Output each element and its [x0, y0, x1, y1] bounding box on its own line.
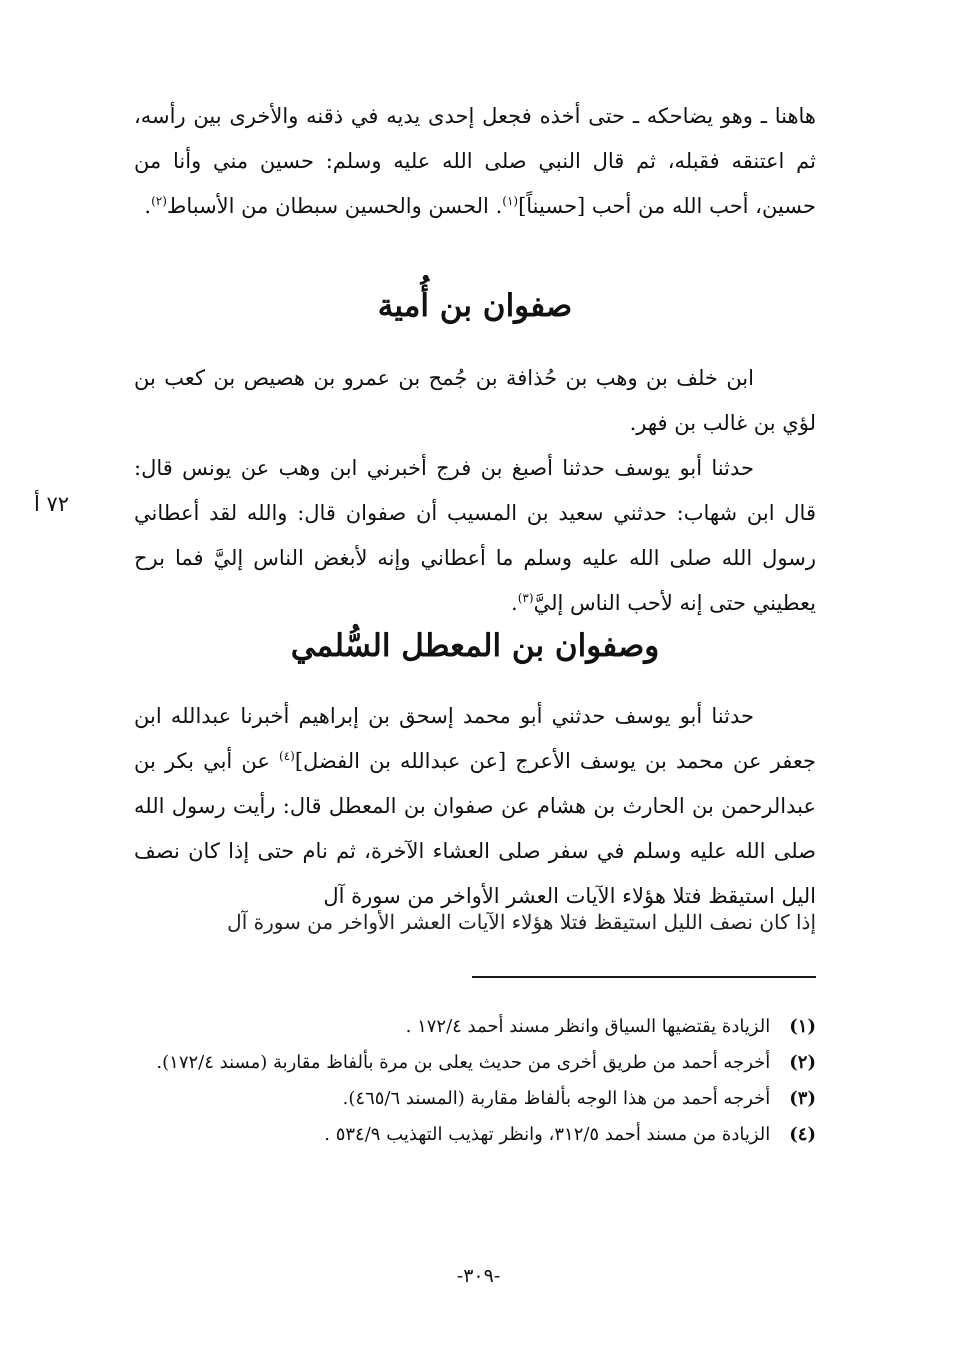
section2-block	[134, 694, 816, 919]
footnote-ref-2: (٢)	[151, 194, 167, 208]
footnote-separator	[472, 976, 816, 978]
footnote-text: أخرجه أحمد من طريق أخرى من حديث يعلى بن مرة بألفاظ مقاربة (مسند ١٧٢/٤).	[156, 1052, 771, 1073]
section-heading-safwan-muattal: وصفوان بن المعطل السُّلمي	[290, 628, 660, 664]
footnotes-list	[150, 1010, 816, 1154]
page-number: -٣٠٩-	[456, 1265, 501, 1287]
footnote-number: (٢)	[789, 1052, 816, 1073]
continuation-paragraph	[134, 94, 816, 229]
footnote-item	[150, 1010, 816, 1043]
footnote-ref-3: (٣)	[517, 591, 534, 605]
continuation-text-c: .	[144, 194, 152, 218]
hadith-1-text-b: .	[511, 591, 518, 615]
footnote-text: أخرجه أحمد من هذا الوجه بألفاظ مقاربة (المسند ٤٦٥/٦).	[342, 1088, 771, 1109]
hadith-paragraph-1	[134, 446, 816, 626]
footnote-ref-4: (٤)	[279, 749, 295, 763]
hadith-1-text-a: حدثنا أبو يوسف حدثنا أصبغ بن فرج أخبرني ابن وهب عن يونس قال: قال ابن شهاب: حدثني سعيد بن المسيب أن صفوان قال: والله لقد أعطاني رسول الله صلى الله عليه وسلم ما أعطاني وإنه لأبغض الناس إليَّ فما برح يعطيني حتى إنه لأحب الناس إليَّ	[134, 456, 817, 615]
duplicate-print-line: إذا كان نصف الليل استيقظ فتلا هؤلاء الآيات العشر الأواخر من سورة آل	[227, 910, 816, 934]
top-paragraph-block	[134, 94, 816, 229]
hadith-2-text-a: حدثنا أبو يوسف حدثني أبو محمد إسحق بن إبراهيم أخبرنا عبدالله ابن جعفر عن محمد بن يوسف الأعرج [عن عبدالله بن الفضل]	[134, 704, 816, 773]
footnote-number: (٤)	[789, 1124, 816, 1145]
lineage-paragraph: ابن خلف بن وهب بن حُذافة بن جُمح بن عمرو بن هصيص بن كعب بن لؤي بن غالب بن فهر.	[134, 366, 816, 435]
footnote-number: (٣)	[789, 1088, 816, 1109]
section-heading-safwan-umayya: صفوان بن أُمية	[377, 288, 573, 324]
footnote-ref-1: (١)	[502, 194, 519, 208]
footnote-text: الزيادة يقتضيها السياق وانظر مسند أحمد ١٧٢/٤ .	[405, 1016, 771, 1037]
hadith-paragraph-2	[134, 694, 816, 919]
margin-folio-note: ٧٢ أ	[34, 492, 70, 516]
footnote-item	[150, 1082, 816, 1115]
hadith-2-text-b: عن أبي بكر بن عبدالرحمن بن الحارث بن هشام عن صفوان بن المعطل قال: رأيت رسول الله صلى الله عليه وسلم في سفر صلى العشاء الآخرة، ثم نام حتى إذا كان نصف اليل استيقظ فتلا هؤلاء الآيات العشر الأواخر من سورة آل	[134, 749, 816, 908]
footnote-item	[150, 1118, 816, 1151]
footnote-item	[150, 1046, 816, 1079]
footnote-text: الزيادة من مسند أحمد ٣١٢/٥، وانظر تهذيب التهذيب ٥٣٤/٩ .	[324, 1124, 771, 1145]
continuation-text-b: . الحسن والحسين سبطان من الأسباط	[166, 194, 503, 218]
section1-block	[134, 356, 816, 626]
footnote-number: (١)	[789, 1016, 816, 1037]
continuation-text-a: هاهنا ـ وهو يضاحكه ـ حتى أخذه فجعل إحدى يديه في ذقنه والأخرى بين رأسه، ثم اعتنقه فقبله، ثم قال النبي صلى الله عليه وسلم: حسين مني وأنا من حسين، أحب الله من أحب [حسيناً]	[134, 104, 816, 218]
